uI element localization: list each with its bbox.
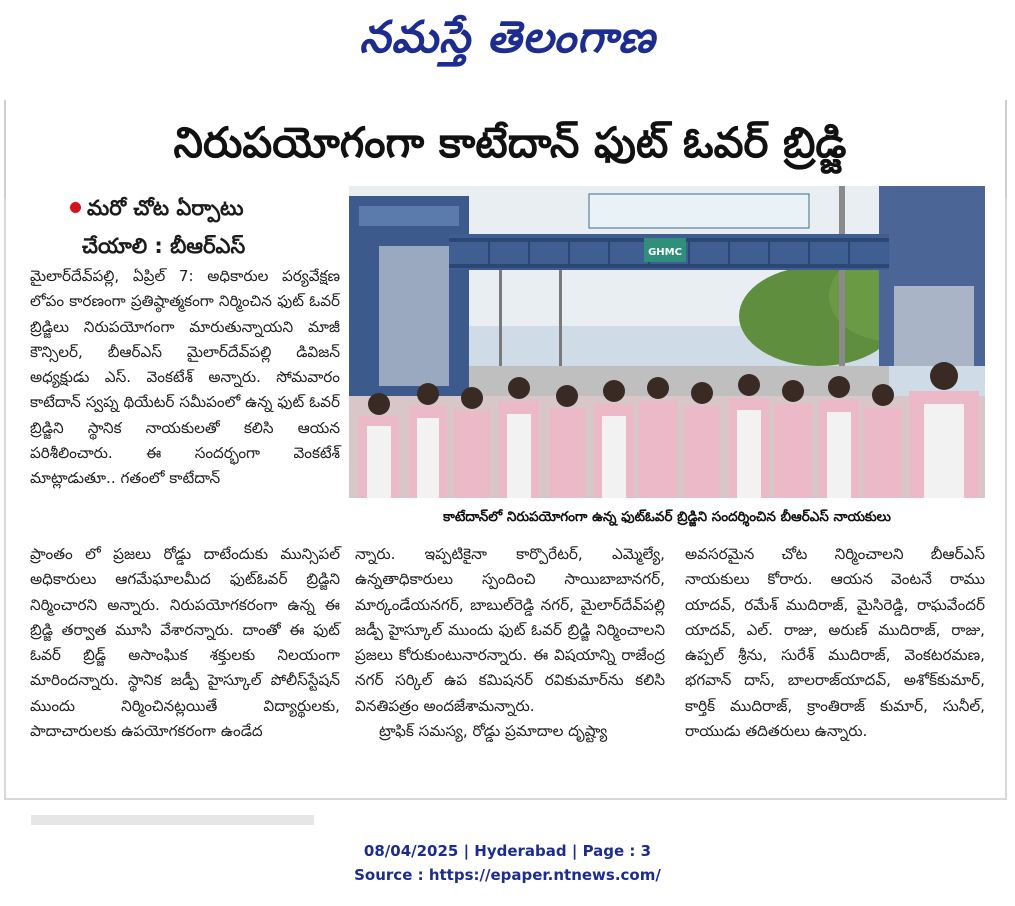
news-photo — [349, 186, 985, 498]
article-column-1-top — [30, 264, 340, 492]
article-paragraph: ప్రాంతం లో ప్రజలు రోడ్డు దాటేందుకు మున్సిపల్ అధికారులు ఆగమేఘాలమీద ఫుట్‌ఓవర్ బ్రిడ్జిని నిర్మించారని అన్నారు. నిరుపయోగకరంగా ఉన్న ఈ బ్రిడ్జి తర్వాత మూసి వేశారన్నారు. దాంతో ఈ ఫుట్ ఓవర్ బ్రిడ్జ్ అసాంఘిక శక్తులకు నిలయంగా మారిందన్నారు. స్థానిక జడ్పీ హైస్కూల్ పోలీస్‌స్టేషన్ ముందు నిర్మించినట్లయితే విద్యార్థులకు, పాదాచారులకు ఉపయోగకరంగా ఉండేద — [30, 545, 340, 741]
bullet-dot-icon — [70, 202, 81, 213]
frame-left-edge — [4, 100, 6, 198]
frame-right-edge — [1005, 100, 1007, 198]
footer-source-line: Source : https://epaper.ntnews.com/ — [354, 866, 661, 884]
article-headline: నిరుపయోగంగా కాటేదాన్ ఫుట్ ఓవర్ బ్రిడ్జి — [173, 118, 847, 167]
photo-caption: కాటేదాన్‌లో నిరుపయోగంగా ఉన్న ఫుట్‌ఓవర్ బ్రిడ్జిని సందర్శించిన బీఆర్ఎస్ నాయకులు — [443, 509, 891, 525]
photo-illustration — [349, 186, 985, 498]
subhead-line1 — [70, 190, 340, 226]
article-column-1-bottom — [30, 542, 340, 744]
article-paragraph: అవసరమైన చోట నిర్మించాలని బీఆర్ఎస్ నాయకులు కోరారు. ఆయన వెంటనే రాము యాదవ్, రమేశ్ ముదిరాజ్, మైసిరెడ్డి, రాఘవేందర్ యాదవ్, ఎల్. రాజు, అరుణ్ ముదిరాజ్, రాజు, ఉప్పల్ శ్రీను, సురేశ్ ముదిరాజ్, వెంకటరమణ, భగవాన్ దాస్, బాలరాజ్‌యాదవ్, అశోక్‌కుమార్, కార్తిక్ ముదిరాజ్, క్రాంతిరాజ్ కుమార్, సునీల్, రాయుడు తదితరులు ఉన్నారు. — [685, 545, 985, 741]
article-paragraph: మైలార్‌దేవ్‌పల్లి, ఏప్రిల్ 7: అధికారుల పర్యవేక్షణ లోపం కారణంగా ప్రతిష్ఠాత్మకంగా నిర్మించిన ఫుట్ ఓవర్ బ్రిడ్జిలు నిరుపయోగంగా మారుతున్నాయని మాజీ కౌన్సిలర్, బీఆర్ఎస్ మైలార్‌దేవ్‌పల్లి డివిజన్ అధ్యక్షుడు ఎస్. వెంకటేశ్ అన్నారు. సోమవారం కాటేదాన్ స్వప్న థియేటర్ సమీపంలో ఉన్న ఫుట్ ఓవర్ బ్రిడ్జిని స్థానిక నాయకులతో కలిసి ఆయన పరిశీలించారు. ఈ సందర్భంగా వెంకటేశ్ మాట్లాడుతూ.. గతంలో కాటేదాన్ — [30, 267, 340, 488]
article-column-3 — [685, 542, 985, 744]
ghmc-banner-text: GHMC — [648, 247, 682, 258]
article-column-2 — [355, 542, 665, 744]
subhead-line2: చేయాలి : బీఆర్ఎస్ — [82, 234, 246, 258]
footer-date-line: 08/04/2025 | Hyderabad | Page : 3 — [363, 842, 652, 860]
divider-bar — [31, 815, 314, 825]
article-paragraph-end: ట్రాఫిక్ సమస్య, రోడ్డు ప్రమాదాల దృష్ట్యా — [379, 722, 608, 741]
article-paragraph: న్నారు. ఇప్పటికైనా కార్పొరేటర్, ఎమ్మెల్యే, ఉన్నతాధికారులు స్పందించి సాయిబాబానగర్, మార్కండేయనగర్, బాబుల్‌రెడ్డి నగర్, మైలార్‌దేవ్‌పల్లి జడ్పీ హైస్కూల్ ముందు ఫుట్ ఓవర్ బ్రిడ్జి నిర్మించాలని ప్రజలు కోరుకుంటునారన్నారు. ఈ విషయాన్ని రాజేంద్ర నగర్ సర్కిల్ ఉప కమిషనర్ రవికుమార్‌ను కలిసి వినతిపత్రం అందజేశామన్నారు. — [355, 545, 665, 715]
subhead-line1-text: మరో చోట ఏర్పాటు — [87, 196, 244, 220]
masthead-title: నమస్తే తెలంగాణ — [359, 12, 656, 63]
